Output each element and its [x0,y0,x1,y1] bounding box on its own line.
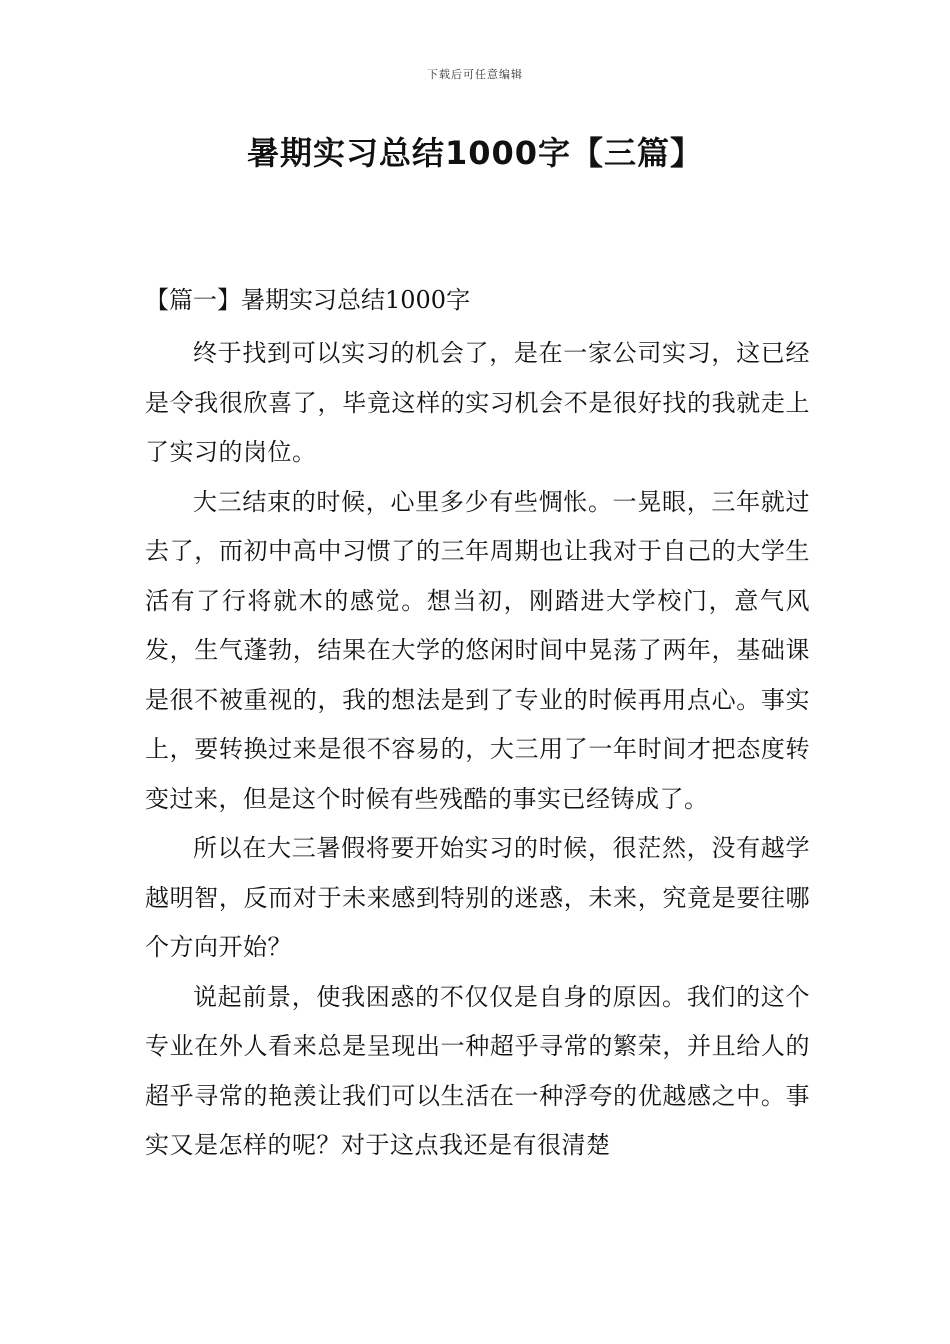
paragraph-3: 所以在大三暑假将要开始实习的时候，很茫然，没有越学越明智，反而对于未来感到特别的迷惑，未来，究竟是要往哪个方向开始？ [145,834,810,961]
section-heading: 【篇一】暑期实习总结1000字 [145,286,471,314]
document-body [145,279,810,1171]
document-title: 暑期实习总结1000字【三篇】 [246,134,704,172]
paragraph-1: 终于找到可以实习的机会了，是在一家公司实习，这已经是令我很欣喜了，毕竟这样的实习机会不是很好找的我就走上了实习的岗位。 [145,339,810,466]
header-note: 下载后可任意编辑 [427,68,523,81]
paragraph-4: 说起前景，使我困惑的不仅仅是自身的原因。我们的这个专业在外人看来总是呈现出一种超乎寻常的繁荣，并且给人的超乎寻常的艳羡让我们可以生活在一种浮夸的优越感之中。事实又是怎样的呢？对于这点我还是有很清楚 [145,982,810,1159]
paragraph-2: 大三结束的时候，心里多少有些惆怅。一晃眼，三年就过去了，而初中高中习惯了的三年周期也让我对于自己的大学生活有了行将就木的感觉。想当初，刚踏进大学校门，意气风发，生气蓬勃，结果在大学的悠闲时间中晃荡了两年，基础课是很不被重视的，我的想法是到了专业的时候再用点心。事实上，要转换过来是很不容易的，大三用了一年时间才把态度转变过来，但是这个时候有些残酷的事实已经铸成了。 [145,487,810,813]
